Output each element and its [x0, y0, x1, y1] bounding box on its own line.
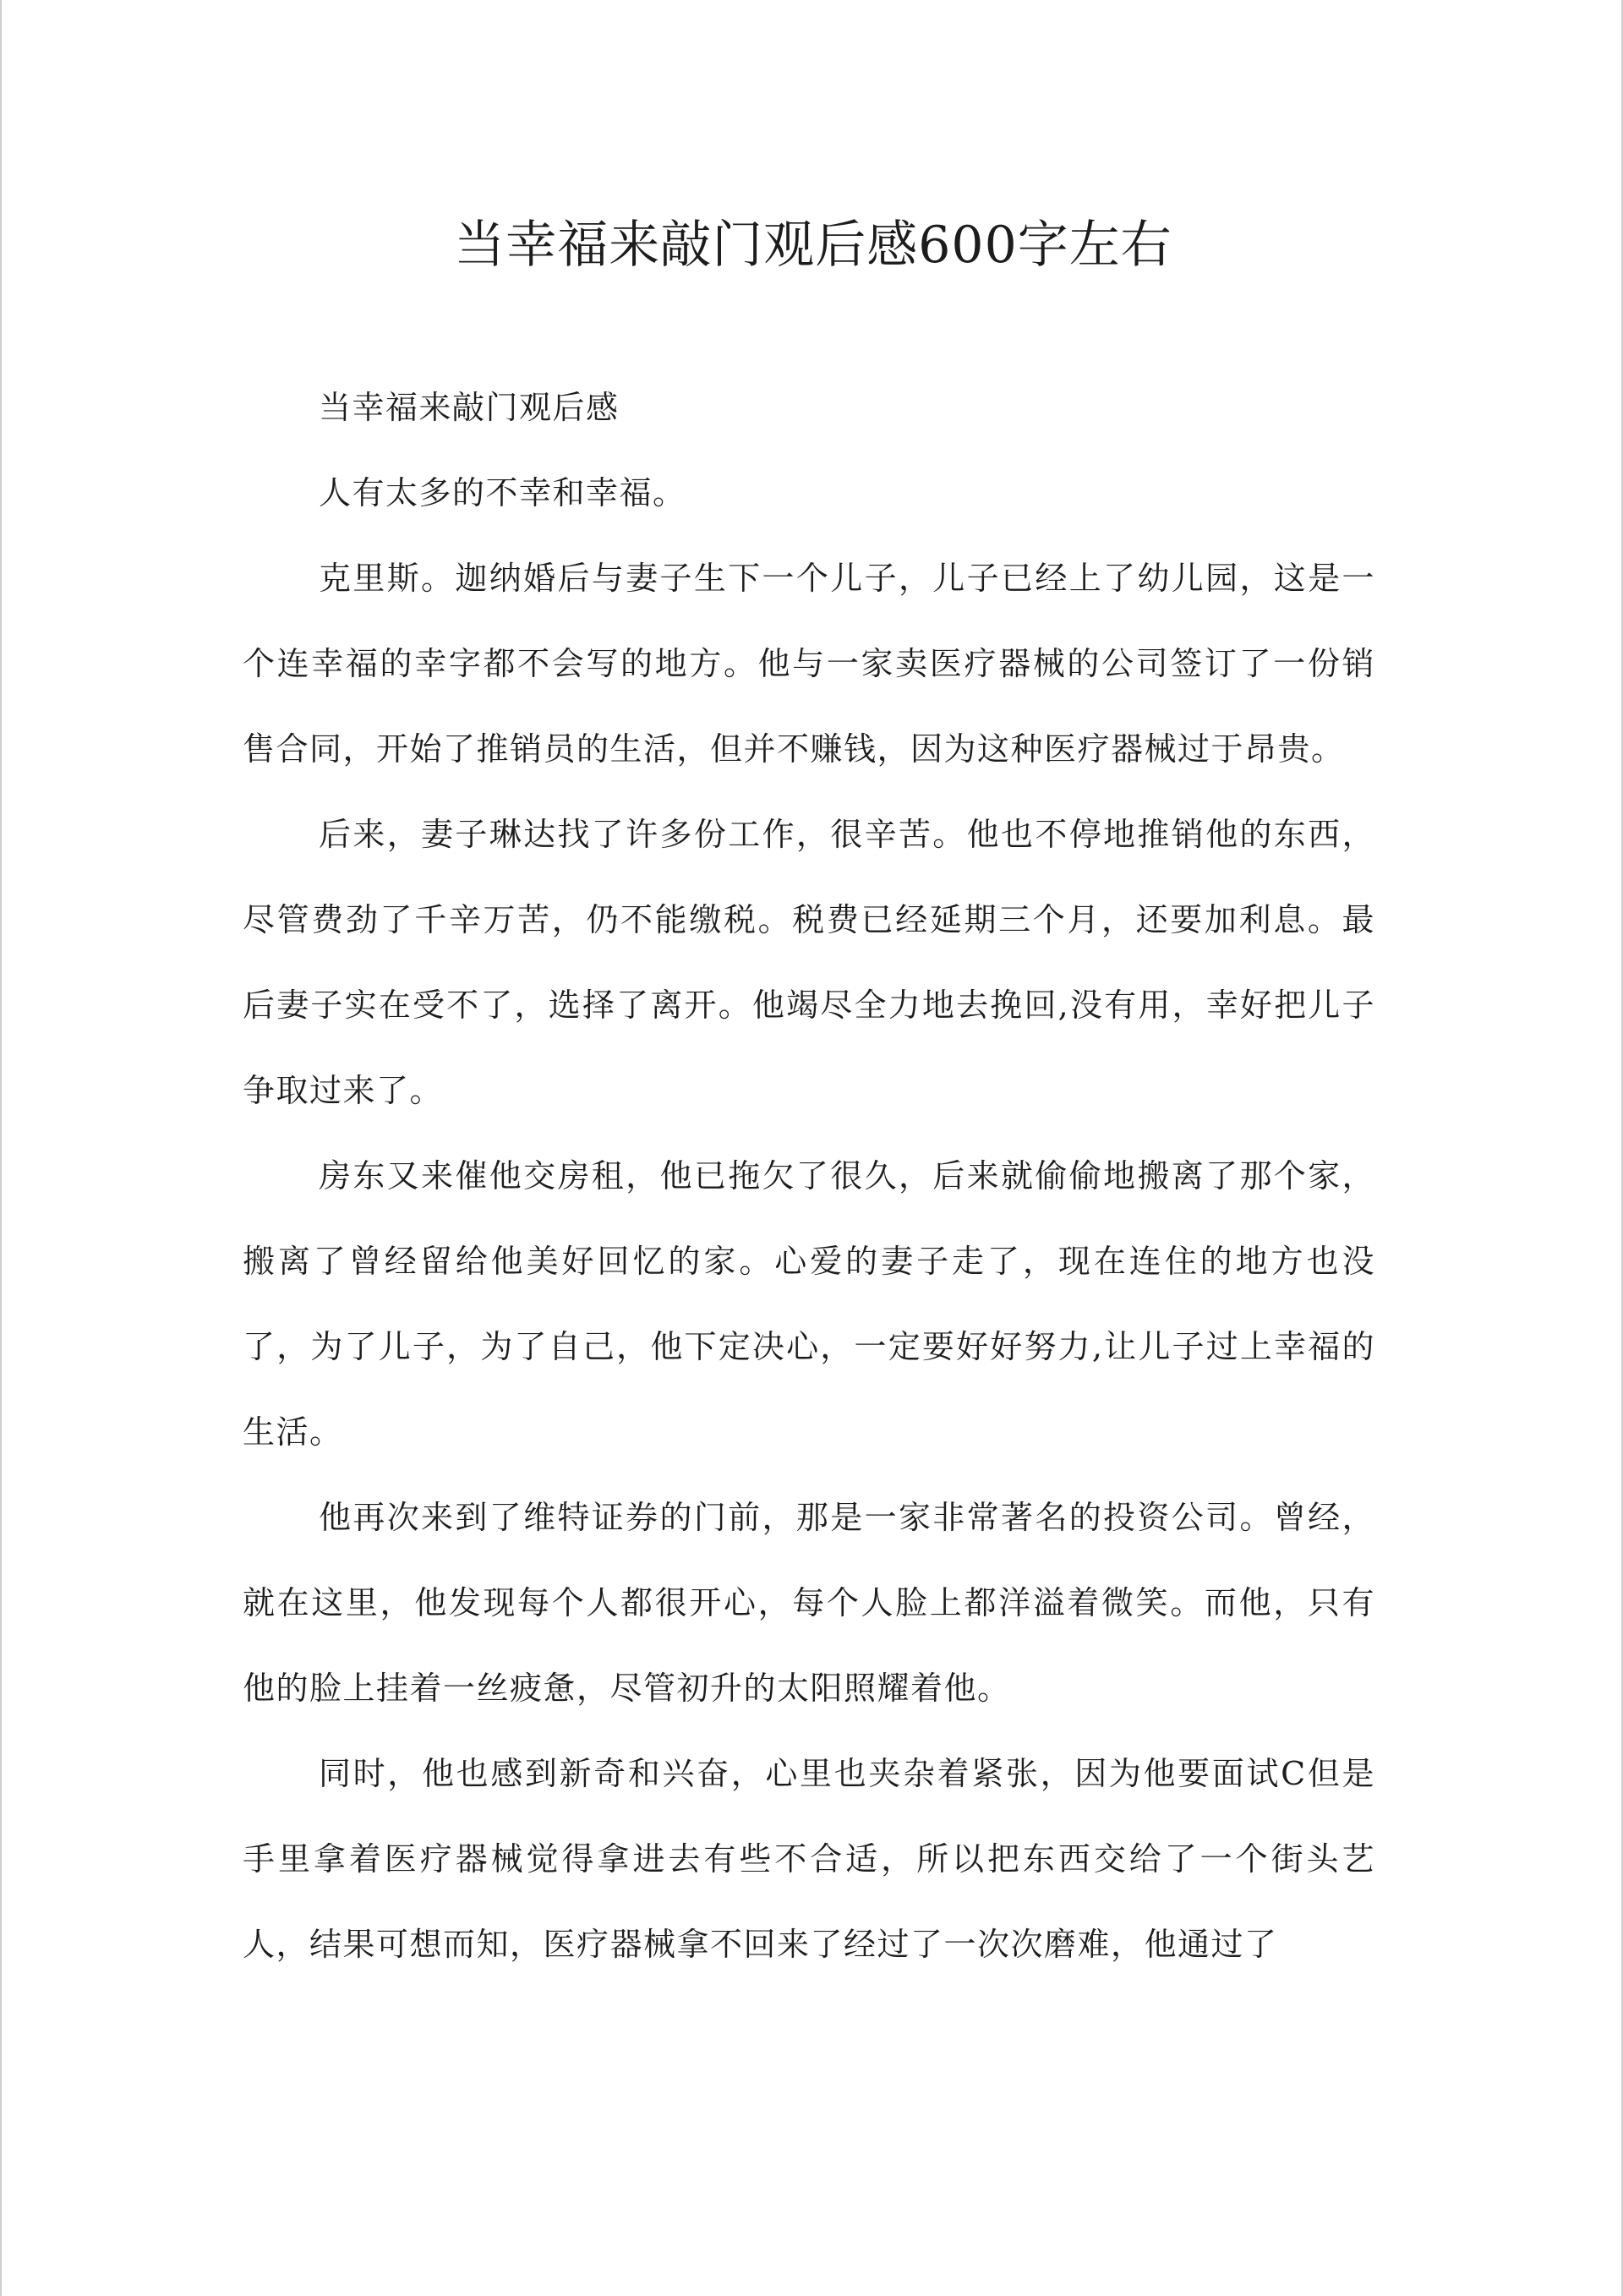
document-body [243, 365, 1375, 1987]
paragraph: 同时，他也感到新奇和兴奋，心里也夹杂着紧张，因为他要面试C但是手里拿着医疗器械觉得拿进去有些不合适，所以把东西交给了一个街头艺人，结果可想而知，医疗器械拿不回来了经过了一次次磨难，他通过了 [243, 1755, 1375, 1963]
paragraph: 他再次来到了维特证券的门前，那是一家非常著名的投资公司。曾经，就在这里，他发现每个人都很开心，每个人脸上都洋溢着微笑。而他，只有他的脸上挂着一丝疲惫，尽管初升的太阳照耀着他。 [243, 1499, 1375, 1707]
paragraph: 后来，妻子琳达找了许多份工作，很辛苦。他也不停地推销他的东西，尽管费劲了千辛万苦，仍不能缴税。税费已经延期三个月，还要加利息。最后妻子实在受不了，选择了离开。他竭尽全力地去挽回,没有用，幸好把儿子争取过来了。 [243, 816, 1375, 1109]
paragraph: 克里斯。迦纳婚后与妻子生下一个儿子，儿子已经上了幼儿园，这是一个连幸福的幸字都不会写的地方。他与一家卖医疗器械的公司签订了一份销售合同，开始了推销员的生活，但并不赚钱，因为这种医疗器械过于昂贵。 [243, 560, 1375, 768]
paragraph: 房东又来催他交房租，他已拖欠了很久，后来就偷偷地搬离了那个家，搬离了曾经留给他美好回忆的家。心爱的妻子走了，现在连住的地方也没了，为了儿子，为了自己，他下定决心，一定要好好努力,让儿子过上幸福的生活。 [243, 1157, 1375, 1451]
paragraph-subtitle: 当幸福来敲门观后感 [319, 389, 620, 426]
paragraph: 人有太多的不幸和幸福。 [319, 474, 686, 511]
document-title: 当幸福来敲门观后感600字左右 [454, 216, 1172, 275]
